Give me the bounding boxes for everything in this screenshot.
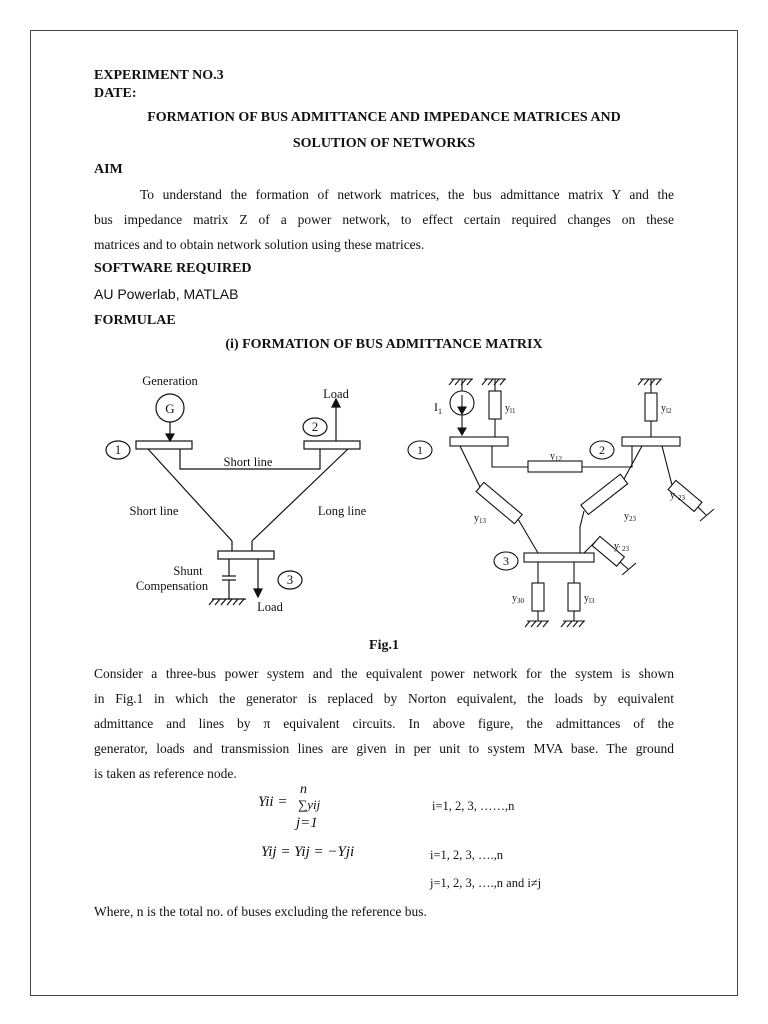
label-net-bus-2: 2: [599, 443, 605, 457]
bus-3-bar: [218, 551, 274, 559]
label-shunt: Shunt: [173, 564, 203, 578]
label-y-l1: $y_{l1}$: [505, 403, 516, 415]
label-yl3: $y_{l3}$: [584, 593, 595, 605]
bus-1-bar: [136, 441, 192, 449]
equation-3-range: j=1, 2, 3, ….,n and i≠j: [430, 876, 542, 890]
title-line-2: SOLUTION OF NETWORKS: [292, 136, 476, 151]
label-current-source: $I_1$: [434, 400, 442, 416]
equation-1-upper-limit: n: [300, 782, 307, 797]
formulae-heading: FORMULAE: [94, 313, 176, 328]
label-long-line: Long line: [317, 504, 367, 518]
label-compensation: Compensation: [135, 579, 209, 593]
label-generation: Generation: [142, 374, 198, 388]
aim-heading: AIM: [94, 162, 123, 177]
equation-1-range: i=1, 2, 3, ……,n: [432, 799, 515, 813]
label-net-bus-1: 1: [417, 443, 423, 457]
footer-text: Where, n is the total no. of buses excluding the reference bus.: [94, 904, 427, 919]
label-y30: $y_{30}$: [512, 593, 524, 605]
label-short-line-left: Short line: [129, 504, 179, 518]
label-y13: $y_{13}$: [474, 513, 486, 525]
description-line-1: Consider a three-bus power system and the equivalent power network for the system is shown: [94, 666, 674, 681]
equation-1-sum: ∑yij: [298, 797, 321, 812]
label-net-bus-3: 3: [503, 554, 509, 568]
label-bus-1: 1: [114, 443, 122, 457]
figure-caption: Fig.1: [369, 638, 399, 653]
equation-1-lhs: Yii =: [258, 794, 288, 810]
label-load-bottom: Load: [257, 600, 283, 614]
label-short-line-top: Short line: [223, 455, 273, 469]
label-y-l2: $y_{l2}$: [661, 403, 672, 415]
description-line-5: is taken as reference node.: [94, 766, 237, 781]
title-line-1: FORMATION OF BUS ADMITTANCE AND IMPEDANCE MATRICES AND: [147, 110, 621, 125]
aim-line-2: bus impedance matrix Z of a power network, to effect certain required changes on these: [94, 212, 674, 227]
formulae-subheading: (i) FORMATION OF BUS ADMITTANCE MATRIX: [225, 337, 543, 352]
label-y-shunt-23-bus2: $y_{' 23}$: [670, 490, 686, 502]
label-load-top: Load: [323, 387, 349, 401]
label-y-shunt-23-bus3: $y_{' 23}$: [614, 541, 630, 553]
equation-1-lower-limit: j=1: [296, 815, 318, 831]
label-y12: $y_{12}$: [550, 451, 562, 463]
experiment-number: EXPERIMENT NO.3: [94, 68, 224, 83]
bus-2-bar: [304, 441, 360, 449]
label-bus-2: 2: [311, 420, 319, 434]
equation-2-range: i=1, 2, 3, ….,n: [430, 848, 504, 862]
date-label: DATE:: [94, 86, 137, 101]
description-line-4: generator, loads and transmission lines are given in per unit to system MVA base. The ground: [94, 741, 674, 756]
equation-2: Yij = Yij = −Yji: [261, 844, 355, 860]
label-generator-symbol: G: [165, 401, 175, 416]
aim-line-3: matrices and to obtain network solution using these matrices.: [94, 237, 425, 252]
software-heading: SOFTWARE REQUIRED: [94, 261, 252, 276]
equivalent-network-diagram: [404, 365, 724, 635]
label-bus-3: 3: [286, 573, 294, 587]
label-y23: $y_{23}$: [624, 511, 636, 523]
description-line-2: in Fig.1 in which the generator is replaced by Norton equivalent, the loads by equivalent: [94, 691, 674, 706]
description-line-3: admittance and lines by π equivalent circuits. In above figure, the admittances of the: [94, 716, 674, 731]
single-line-diagram: [96, 365, 386, 625]
software-value: AU Powerlab, MATLAB: [94, 286, 239, 302]
aim-line-1: To understand the formation of network matrices, the bus admittance matrix Y and the: [140, 187, 674, 202]
